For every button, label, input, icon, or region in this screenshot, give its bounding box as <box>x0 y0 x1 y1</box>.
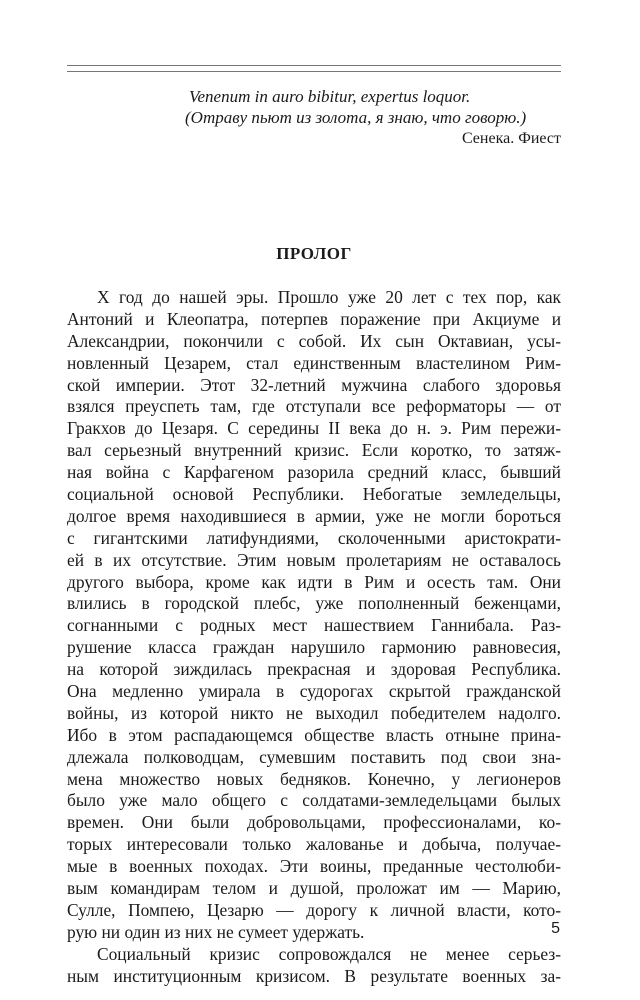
header-rule-bottom <box>67 71 561 72</box>
text-line: с гигантскими латифундиями, сколоченными аристократи- <box>67 527 561 548</box>
text-line: вал серьезный внутренний кризис. Если коротко, то затяж- <box>67 440 561 461</box>
text-line: ской империи. Этот 32-летний мужчина слабого здоровья <box>67 374 561 395</box>
text-line: мена множество новых бедняков. Конечно, у легионеров <box>67 768 561 789</box>
epigraph-translation: (Отраву пьют из золота, я знаю, что говорю.) <box>185 108 527 127</box>
text-line: ей в их отсутствие. Этим новым пролетариям не оставалось <box>67 549 561 570</box>
text-line: другого выбора, кроме как идти в Рим и осесть там. Они <box>67 571 561 592</box>
text-line: социальной основой Республики. Небогатые земледельцы, <box>67 484 561 505</box>
text-line: Гракхов до Цезаря. С середины II века до н. э. Рим пережи- <box>67 418 561 439</box>
text-line: Антоний и Клеопатра, потерпев поражение при Акциуме и <box>67 308 561 329</box>
page-number: 5 <box>551 920 560 937</box>
text-line: рушение класса граждан нарушило гармонию равновесия, <box>67 637 561 658</box>
text-line: торых интересовали только жалованье и добыча, получае- <box>67 834 561 855</box>
epigraph-latin: Venenum in auro bibitur, expertus loquor. <box>189 87 471 106</box>
text-line: Александрии, покончили с собой. Их сын Октавиан, усы- <box>67 330 561 351</box>
text-line: Социальный кризис сопровождался не менее серьез- <box>97 943 561 964</box>
text-line: взялся преуспеть там, где отступали все реформаторы — от <box>67 396 561 417</box>
text-line: рую ни один из них не сумеет удержать. <box>67 921 365 942</box>
text-line: Ибо в этом распадающемся обществе власть отныне прина- <box>67 724 561 745</box>
text-line: Она медленно умирала в судорогах скрытой гражданской <box>67 681 561 702</box>
chapter-title: ПРОЛОГ <box>276 244 352 263</box>
text-line: новленный Цезарем, стал единственным властелином Рим- <box>67 352 561 373</box>
text-line: ная война с Карфагеном разорила средний класс, бывший <box>67 462 561 483</box>
text-line: войны, из которой никто не выходил победителем надолго. <box>67 702 561 723</box>
text-line: на которой зиждилась прекрасная и здоровая Республика. <box>67 659 561 680</box>
text-line: ным институционным кризисом. В результате военных за- <box>67 965 561 986</box>
text-line: вым командирам телом и душой, проложат им — Марию, <box>67 878 561 899</box>
epigraph <box>67 86 561 149</box>
text-line: мые в военных походах. Эти воины, преданные честолюби- <box>67 856 561 877</box>
body-text <box>67 287 561 988</box>
text-line: Сулле, Помпею, Цезарю — дорогу к личной власти, кото- <box>67 899 561 920</box>
text-line: было уже мало общего с солдатами-земледельцами былых <box>67 790 561 811</box>
text-line: Х год до нашей эры. Прошло уже 20 лет с тех пор, как <box>97 287 561 307</box>
text-line: долгое время находившиеся в армии, уже не могли бороться <box>67 505 561 526</box>
text-line: времен. Они были добровольцами, профессионалами, ко- <box>67 812 561 833</box>
text-line: длежала полководцам, сумевшим поставить под свои зна- <box>67 746 561 767</box>
header-rule-top <box>67 65 561 66</box>
text-line: влились в городской плебс, уже пополненный беженцами, <box>67 593 561 614</box>
epigraph-attribution: Сенека. Фиест <box>461 130 561 147</box>
text-line: согнанными с родных мест нашествием Ганнибала. Раз- <box>67 615 561 636</box>
